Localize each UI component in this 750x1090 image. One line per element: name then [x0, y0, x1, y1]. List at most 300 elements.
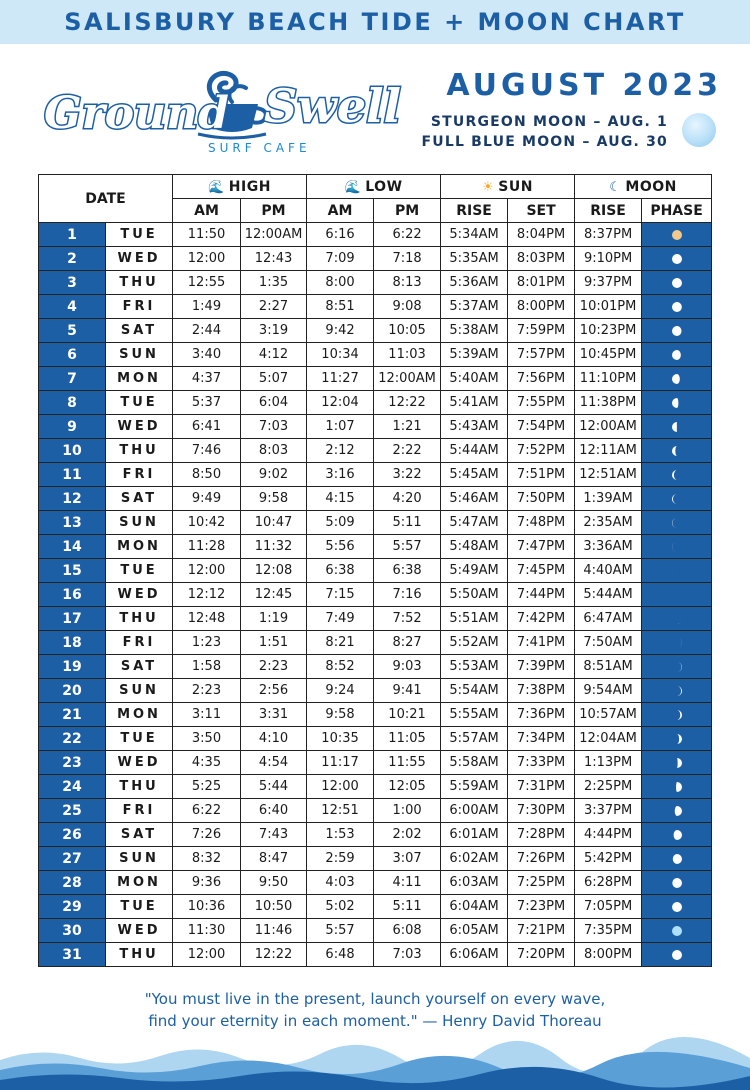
low-tide-header: [307, 175, 441, 199]
high-pm-cell: 11:46: [241, 919, 307, 943]
moonrise-cell: 10:01PM: [575, 295, 642, 319]
moon-phase-icon: [672, 710, 682, 720]
table-row: [39, 751, 712, 775]
moon-phase-icon: [672, 350, 682, 360]
moonrise-cell: 10:57AM: [575, 703, 642, 727]
weekday: TUE: [106, 391, 173, 415]
moonrise-cell: 5:44AM: [575, 583, 642, 607]
moon-phase-cell: [642, 271, 712, 295]
date-number: 24: [39, 775, 106, 799]
high-am-cell: 10:42: [173, 511, 241, 535]
moon-phase-icon: [672, 446, 682, 456]
moon-phase-icon: [672, 638, 682, 648]
sunrise-cell: 6:06AM: [441, 943, 508, 967]
high-am-cell: 5:37: [173, 391, 241, 415]
sunrise-cell: 5:39AM: [441, 343, 508, 367]
moon-phase-icon: [672, 950, 682, 960]
high-am-cell: 7:46: [173, 439, 241, 463]
low-am-cell: 11:17: [307, 751, 374, 775]
sunset-cell: 7:48PM: [508, 511, 575, 535]
sunrise-cell: 6:03AM: [441, 871, 508, 895]
table-row: [39, 223, 712, 247]
low-pm-cell: 9:41: [374, 679, 441, 703]
high-am-cell: 4:35: [173, 751, 241, 775]
weekday: SUN: [106, 679, 173, 703]
weekday: WED: [106, 919, 173, 943]
sunrise-cell: 5:50AM: [441, 583, 508, 607]
weekday: SAT: [106, 487, 173, 511]
table-row: [39, 823, 712, 847]
high-am-cell: 7:26: [173, 823, 241, 847]
sunrise-cell: 6:02AM: [441, 847, 508, 871]
sunset-cell: 7:36PM: [508, 703, 575, 727]
moon-phase-icon: [672, 326, 682, 336]
date-number: 30: [39, 919, 106, 943]
moonrise-cell: 8:51AM: [575, 655, 642, 679]
low-am-cell: 9:42: [307, 319, 374, 343]
low-pm-cell: 2:02: [374, 823, 441, 847]
moonrise-cell: 10:23PM: [575, 319, 642, 343]
low-pm-cell: 1:00: [374, 799, 441, 823]
table-row: [39, 583, 712, 607]
table-row: [39, 343, 712, 367]
moon-phase-icon: [672, 830, 682, 840]
moon-header: [575, 175, 712, 199]
moon-phase-cell: [642, 367, 712, 391]
date-number: 7: [39, 367, 106, 391]
low-pm-cell: 6:38: [374, 559, 441, 583]
sunset-header: SET: [508, 199, 575, 223]
table-row: [39, 463, 712, 487]
sunset-cell: 7:30PM: [508, 799, 575, 823]
date-number: 28: [39, 871, 106, 895]
high-pm-cell: 12:00AM: [241, 223, 307, 247]
high-pm-cell: 12:22: [241, 943, 307, 967]
moon-phase-icon: [672, 542, 682, 552]
weekday: FRI: [106, 295, 173, 319]
low-label: LOW: [365, 178, 403, 195]
moon-phase-cell: [642, 559, 712, 583]
date-header: DATE: [39, 175, 173, 223]
weekday: TUE: [106, 559, 173, 583]
moon-phase-cell: [642, 583, 712, 607]
sunrise-cell: 5:36AM: [441, 271, 508, 295]
high-am-cell: 3:40: [173, 343, 241, 367]
low-am-cell: 1:53: [307, 823, 374, 847]
moon-phase-icon: [672, 398, 682, 408]
high-am-cell: 1:58: [173, 655, 241, 679]
high-am-header: AM: [173, 199, 241, 223]
high-am-cell: 2:44: [173, 319, 241, 343]
low-pm-cell: 7:03: [374, 943, 441, 967]
high-pm-cell: 6:04: [241, 391, 307, 415]
sunrise-cell: 5:48AM: [441, 535, 508, 559]
low-am-cell: 10:34: [307, 343, 374, 367]
low-am-cell: 12:04: [307, 391, 374, 415]
table-row: [39, 775, 712, 799]
moon-phase-icon: [672, 854, 682, 864]
table-row: [39, 487, 712, 511]
table-row: [39, 847, 712, 871]
sunrise-cell: 5:57AM: [441, 727, 508, 751]
high-am-cell: 1:49: [173, 295, 241, 319]
moonrise-cell: 4:40AM: [575, 559, 642, 583]
table-row: [39, 367, 712, 391]
moonrise-cell: 12:51AM: [575, 463, 642, 487]
high-pm-cell: 1:35: [241, 271, 307, 295]
low-pm-cell: 8:27: [374, 631, 441, 655]
high-tide-header: [173, 175, 307, 199]
moon-phase-icon: [672, 926, 682, 936]
moonrise-cell: 10:45PM: [575, 343, 642, 367]
sunset-cell: 7:45PM: [508, 559, 575, 583]
table-row: [39, 607, 712, 631]
table-row: [39, 535, 712, 559]
low-am-cell: 6:38: [307, 559, 374, 583]
moonrise-cell: 9:10PM: [575, 247, 642, 271]
high-label: HIGH: [228, 178, 271, 195]
sunrise-cell: 5:55AM: [441, 703, 508, 727]
moon-phase-icon: [672, 686, 682, 696]
sunset-cell: 7:52PM: [508, 439, 575, 463]
crescent-moon-icon: ☾: [609, 179, 622, 195]
weekday: WED: [106, 583, 173, 607]
date-number: 26: [39, 823, 106, 847]
high-pm-cell: 2:56: [241, 679, 307, 703]
sunset-cell: 7:59PM: [508, 319, 575, 343]
weekday: MON: [106, 535, 173, 559]
moonrise-cell: 4:44PM: [575, 823, 642, 847]
moonrise-cell: 12:11AM: [575, 439, 642, 463]
moonrise-cell: 5:42PM: [575, 847, 642, 871]
moon-phase-icon: [672, 590, 682, 600]
high-am-cell: 1:23: [173, 631, 241, 655]
low-am-cell: 3:16: [307, 463, 374, 487]
moon-phase-cell: [642, 343, 712, 367]
sunset-cell: 7:54PM: [508, 415, 575, 439]
table-row: [39, 439, 712, 463]
sunset-cell: 7:41PM: [508, 631, 575, 655]
high-pm-cell: 5:07: [241, 367, 307, 391]
table-row: [39, 895, 712, 919]
sunset-cell: 8:01PM: [508, 271, 575, 295]
weekday: SAT: [106, 319, 173, 343]
wave-icon: 🌊: [208, 179, 225, 195]
high-am-cell: 11:28: [173, 535, 241, 559]
moon-phase-cell: [642, 775, 712, 799]
moonrise-cell: 6:28PM: [575, 871, 642, 895]
sunset-cell: 7:20PM: [508, 943, 575, 967]
moon-phase-cell: [642, 823, 712, 847]
table-row: [39, 919, 712, 943]
low-am-cell: 7:15: [307, 583, 374, 607]
date-number: 4: [39, 295, 106, 319]
sturgeon-moon-note: STURGEON MOON – AUG. 1: [430, 114, 668, 130]
low-am-cell: 2:59: [307, 847, 374, 871]
moon-label: MOON: [625, 178, 677, 195]
sunset-cell: 7:47PM: [508, 535, 575, 559]
low-pm-cell: 7:18: [374, 247, 441, 271]
low-am-cell: 4:15: [307, 487, 374, 511]
high-pm-cell: 7:43: [241, 823, 307, 847]
moon-phase-cell: [642, 847, 712, 871]
sunset-cell: 7:31PM: [508, 775, 575, 799]
weekday: WED: [106, 415, 173, 439]
weekday: MON: [106, 367, 173, 391]
date-number: 16: [39, 583, 106, 607]
low-pm-cell: 4:20: [374, 487, 441, 511]
low-am-cell: 5:57: [307, 919, 374, 943]
sunrise-cell: 5:53AM: [441, 655, 508, 679]
moon-phase-cell: [642, 679, 712, 703]
moon-phase-cell: [642, 295, 712, 319]
low-pm-cell: 3:07: [374, 847, 441, 871]
high-pm-cell: 2:27: [241, 295, 307, 319]
sunrise-cell: 5:37AM: [441, 295, 508, 319]
sunrise-cell: 5:58AM: [441, 751, 508, 775]
moonrise-cell: 12:00AM: [575, 415, 642, 439]
moon-phase-cell: [642, 631, 712, 655]
low-pm-cell: 5:57: [374, 535, 441, 559]
weekday: SAT: [106, 655, 173, 679]
table-row: [39, 799, 712, 823]
high-am-cell: 6:41: [173, 415, 241, 439]
sunset-cell: 7:26PM: [508, 847, 575, 871]
low-am-cell: 5:09: [307, 511, 374, 535]
moonrise-cell: 9:54AM: [575, 679, 642, 703]
high-pm-cell: 12:45: [241, 583, 307, 607]
high-pm-cell: 9:58: [241, 487, 307, 511]
moonrise-cell: 11:38PM: [575, 391, 642, 415]
high-am-cell: 11:30: [173, 919, 241, 943]
weekday: FRI: [106, 631, 173, 655]
month-heading: AUGUST 2023: [446, 68, 722, 103]
low-pm-cell: 12:05: [374, 775, 441, 799]
moon-phase-cell: [642, 943, 712, 967]
low-am-cell: 7:09: [307, 247, 374, 271]
low-pm-cell: 9:08: [374, 295, 441, 319]
moon-phase-cell: [642, 415, 712, 439]
high-am-cell: 12:48: [173, 607, 241, 631]
low-pm-cell: 2:22: [374, 439, 441, 463]
high-pm-cell: 12:08: [241, 559, 307, 583]
low-am-cell: 2:12: [307, 439, 374, 463]
chart-title: SALISBURY BEACH TIDE + MOON CHART: [64, 8, 686, 36]
high-am-cell: 10:36: [173, 895, 241, 919]
moon-phase-icon: [672, 422, 682, 432]
low-am-cell: 5:56: [307, 535, 374, 559]
date-number: 11: [39, 463, 106, 487]
ground-swell-logo: [36, 52, 402, 162]
moon-phase-header: PHASE: [642, 199, 712, 223]
quote-line-1: "You must live in the present, launch yourself on every wave,: [144, 990, 606, 1008]
moon-phase-cell: [642, 751, 712, 775]
date-number: 31: [39, 943, 106, 967]
table-row: [39, 655, 712, 679]
low-am-cell: 8:51: [307, 295, 374, 319]
weekday: TUE: [106, 727, 173, 751]
sunset-cell: 8:03PM: [508, 247, 575, 271]
low-am-cell: 12:00: [307, 775, 374, 799]
weekday: FRI: [106, 463, 173, 487]
table-row: [39, 511, 712, 535]
moonrise-header: RISE: [575, 199, 642, 223]
sunrise-cell: 5:41AM: [441, 391, 508, 415]
high-am-cell: 12:00: [173, 943, 241, 967]
low-pm-cell: 5:11: [374, 895, 441, 919]
weekday: WED: [106, 247, 173, 271]
quote-line-2: find your eternity in each moment." — Henry David Thoreau: [148, 1012, 602, 1030]
moonrise-cell: 6:47AM: [575, 607, 642, 631]
date-number: 22: [39, 727, 106, 751]
moon-phase-icon: [672, 374, 682, 384]
moon-phase-icon: [672, 782, 682, 792]
moon-phase-icon: [672, 734, 682, 744]
low-pm-cell: 11:05: [374, 727, 441, 751]
low-am-header: AM: [307, 199, 374, 223]
sun-label: SUN: [498, 178, 533, 195]
high-pm-cell: 9:50: [241, 871, 307, 895]
sunset-cell: 7:25PM: [508, 871, 575, 895]
high-am-cell: 3:50: [173, 727, 241, 751]
low-pm-cell: 10:05: [374, 319, 441, 343]
moonrise-cell: 12:04AM: [575, 727, 642, 751]
weekday: THU: [106, 607, 173, 631]
tide-moon-table: [38, 174, 712, 967]
weekday: TUE: [106, 223, 173, 247]
high-pm-cell: 3:19: [241, 319, 307, 343]
weekday: SUN: [106, 343, 173, 367]
ocean-waves-decoration: [0, 1040, 750, 1090]
moonrise-cell: 2:25PM: [575, 775, 642, 799]
sunrise-cell: 6:04AM: [441, 895, 508, 919]
moon-phase-cell: [642, 511, 712, 535]
low-am-cell: 5:02: [307, 895, 374, 919]
low-pm-cell: 4:11: [374, 871, 441, 895]
sunset-cell: 7:55PM: [508, 391, 575, 415]
low-pm-cell: 11:03: [374, 343, 441, 367]
weekday: FRI: [106, 799, 173, 823]
moon-phase-icon: [672, 278, 682, 288]
sunrise-cell: 5:40AM: [441, 367, 508, 391]
moon-phase-cell: [642, 439, 712, 463]
high-pm-cell: 8:03: [241, 439, 307, 463]
sunset-cell: 8:04PM: [508, 223, 575, 247]
moon-phase-icon: [672, 662, 682, 672]
high-pm-cell: 11:32: [241, 535, 307, 559]
date-number: 13: [39, 511, 106, 535]
low-am-cell: 1:07: [307, 415, 374, 439]
logo-word-swell: Swell: [264, 79, 402, 133]
date-number: 29: [39, 895, 106, 919]
high-am-cell: 5:25: [173, 775, 241, 799]
sunrise-cell: 5:49AM: [441, 559, 508, 583]
moonrise-cell: 7:50AM: [575, 631, 642, 655]
table-row: [39, 271, 712, 295]
low-am-cell: 12:51: [307, 799, 374, 823]
table-row: [39, 559, 712, 583]
low-am-cell: 6:16: [307, 223, 374, 247]
sunset-cell: 7:50PM: [508, 487, 575, 511]
low-pm-cell: 9:03: [374, 655, 441, 679]
title-banner: [0, 0, 750, 44]
group-header-row: [39, 175, 712, 199]
low-pm-header: PM: [374, 199, 441, 223]
low-pm-cell: 1:21: [374, 415, 441, 439]
table-row: [39, 727, 712, 751]
low-pm-cell: 11:55: [374, 751, 441, 775]
sunrise-cell: 6:05AM: [441, 919, 508, 943]
moon-phase-cell: [642, 487, 712, 511]
date-number: 2: [39, 247, 106, 271]
logo-tagline: SURF CAFE: [208, 141, 311, 155]
high-am-cell: 8:32: [173, 847, 241, 871]
sunset-cell: 7:28PM: [508, 823, 575, 847]
low-am-cell: 11:27: [307, 367, 374, 391]
high-am-cell: 12:12: [173, 583, 241, 607]
moon-phase-cell: [642, 919, 712, 943]
table-row: [39, 247, 712, 271]
table-row: [39, 943, 712, 967]
high-pm-cell: 3:31: [241, 703, 307, 727]
moon-phase-cell: [642, 607, 712, 631]
sunset-cell: 7:56PM: [508, 367, 575, 391]
low-pm-cell: 7:52: [374, 607, 441, 631]
sunset-cell: 7:57PM: [508, 343, 575, 367]
moonrise-cell: 9:37PM: [575, 271, 642, 295]
moonrise-cell: 8:37PM: [575, 223, 642, 247]
sunrise-cell: 5:38AM: [441, 319, 508, 343]
weekday: MON: [106, 871, 173, 895]
low-pm-cell: 12:22: [374, 391, 441, 415]
moonrise-cell: 7:05PM: [575, 895, 642, 919]
sunset-cell: 7:51PM: [508, 463, 575, 487]
high-am-cell: 6:22: [173, 799, 241, 823]
sunrise-cell: 5:44AM: [441, 439, 508, 463]
moon-phase-cell: [642, 463, 712, 487]
sunset-cell: 7:44PM: [508, 583, 575, 607]
moon-phase-cell: [642, 391, 712, 415]
high-am-cell: 12:00: [173, 247, 241, 271]
low-pm-cell: 5:11: [374, 511, 441, 535]
high-pm-cell: 10:50: [241, 895, 307, 919]
moon-phase-icon: [672, 566, 682, 576]
weekday: THU: [106, 271, 173, 295]
sunrise-cell: 5:54AM: [441, 679, 508, 703]
moon-phase-icon: [672, 878, 682, 888]
moon-phase-icon: [672, 758, 682, 768]
moonrise-cell: 1:13PM: [575, 751, 642, 775]
moon-phase-icon: [672, 302, 682, 312]
high-am-cell: 9:36: [173, 871, 241, 895]
high-am-cell: 2:23: [173, 679, 241, 703]
high-pm-cell: 1:19: [241, 607, 307, 631]
moon-phase-icon: [672, 230, 682, 240]
sunrise-cell: 5:34AM: [441, 223, 508, 247]
moon-phase-icon: [672, 254, 682, 264]
date-number: 14: [39, 535, 106, 559]
table-row: [39, 319, 712, 343]
low-pm-cell: 7:16: [374, 583, 441, 607]
date-number: 15: [39, 559, 106, 583]
high-pm-cell: 6:40: [241, 799, 307, 823]
date-number: 17: [39, 607, 106, 631]
date-number: 12: [39, 487, 106, 511]
weekday: THU: [106, 943, 173, 967]
high-pm-cell: 4:12: [241, 343, 307, 367]
low-pm-cell: 3:22: [374, 463, 441, 487]
moon-phase-cell: [642, 895, 712, 919]
